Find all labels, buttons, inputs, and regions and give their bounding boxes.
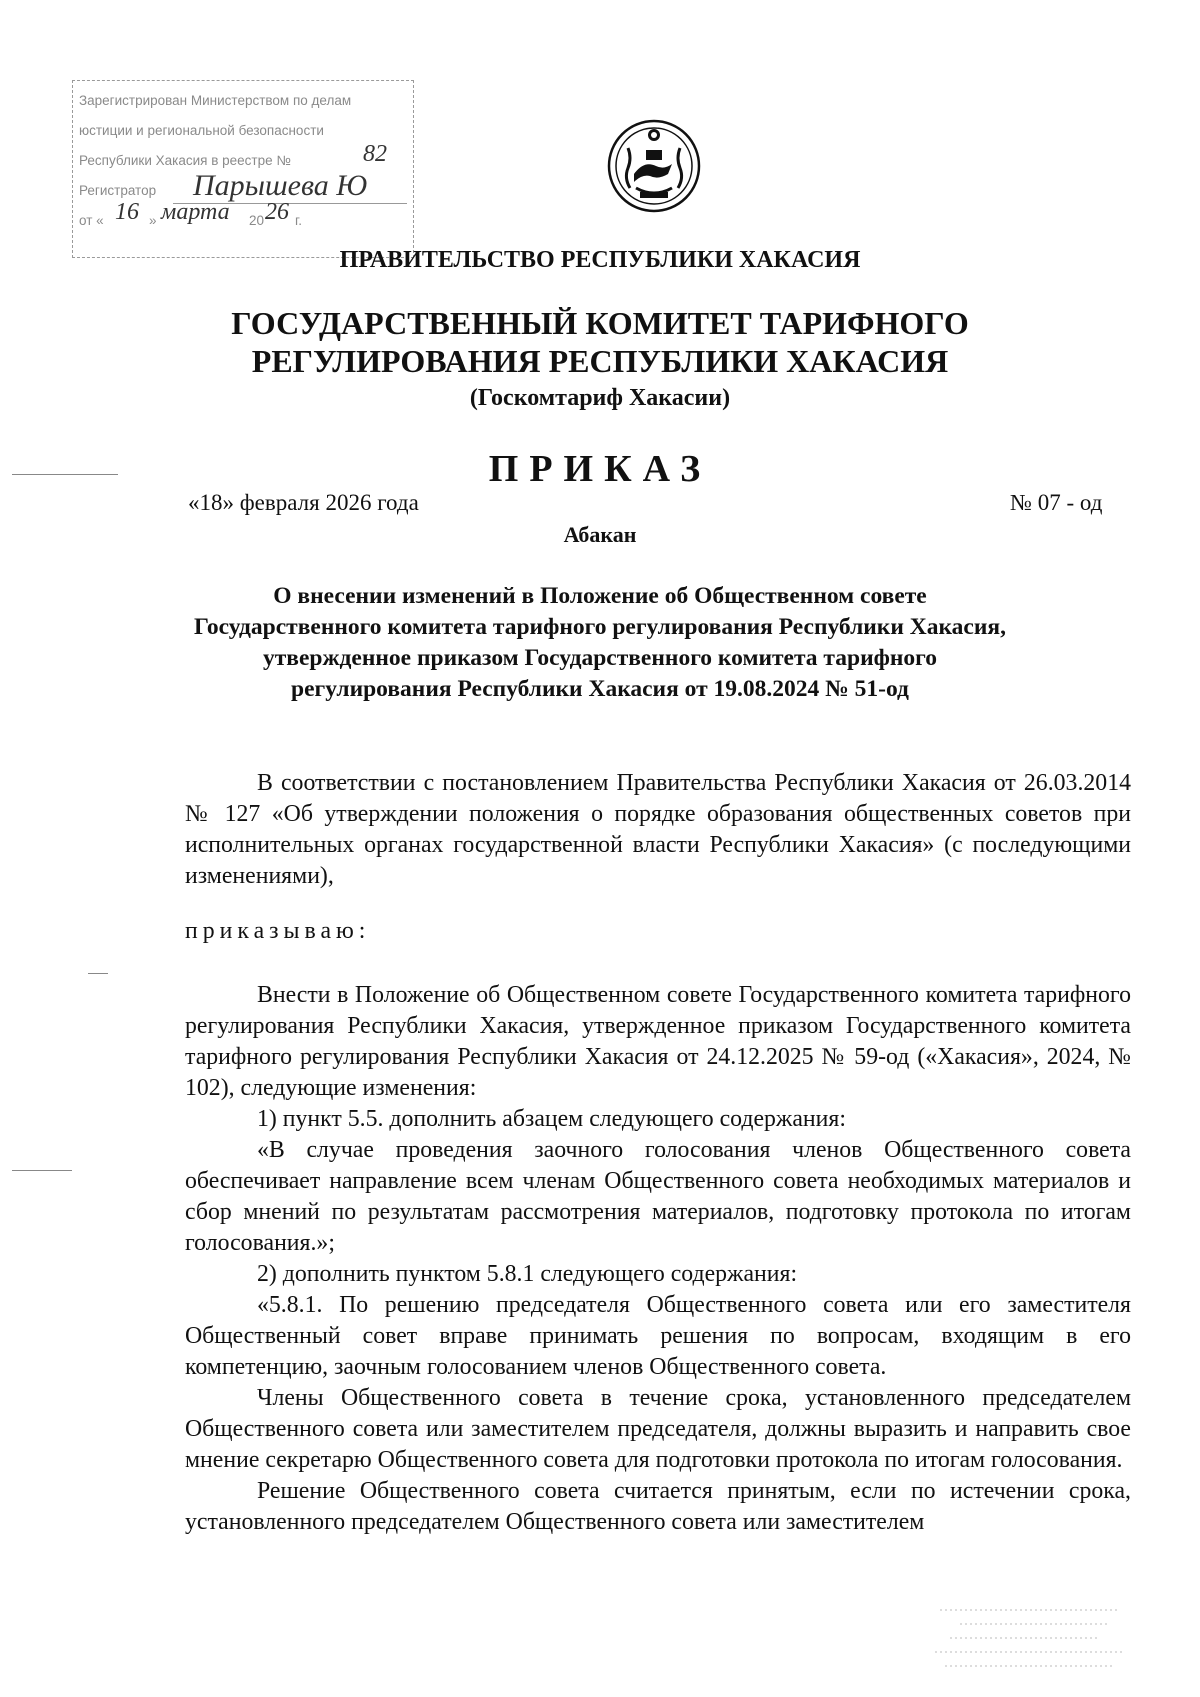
stamp-line-4: Регистратор — [79, 183, 157, 198]
preamble-paragraph: В соответствии с постановлением Правительства Республики Хакасия от 26.03.2014 № 127 «Об утверждении положения о порядке образования общественных советов при исполнительных органах государственной власти Республики Хакасия» (с последующими изменениями), — [185, 770, 1131, 889]
subject-line-4: регулирования Республики Хакасия от 19.08.2024 № 51-од — [291, 676, 909, 702]
stamp-date-suffix: г. — [295, 213, 303, 228]
coat-of-arms-icon — [606, 118, 702, 214]
committee-short-name: (Госкомтариф Хакасии) — [469, 385, 731, 411]
item-2-text-3: Решение Общественного совета считается принятым, если по истечении срока, установленного председателем Общественного совета или заместителем — [185, 1478, 1131, 1535]
scan-margin-mark — [12, 474, 118, 475]
subject-line-3: утвержденное приказом Государственного комитета тарифного — [262, 645, 937, 671]
scan-margin-mark — [88, 973, 108, 974]
order-number: № 07 - од — [1010, 490, 1103, 515]
stamp-date-month: марта — [161, 199, 230, 225]
committee-name-line-2: РЕГУЛИРОВАНИЯ РЕСПУБЛИКИ ХАКАСИЯ — [251, 343, 949, 379]
item-2-text-2: Члены Общественного совета в течение срока, установленного председателем Общественного совета или заместителем председателя, должны выразить и направить свое мнение секретарю Общественного совета для подготовки протокола по итогам голосования. — [185, 1385, 1131, 1473]
document-type-title: ПРИКАЗ — [488, 448, 712, 490]
item-1-text: «В случае проведения заочного голосования членов Общественного совета обеспечивает направление всем членам Общественного совета необходимых материалов и сбор мнений по результатам рассмотрения материалов, подготовку протокола по итогам голосования.»; — [185, 1137, 1131, 1256]
stamp-registry-number: 82 — [363, 141, 387, 167]
subject-line-2: Государственного комитета тарифного регулирования Республики Хакасия, — [194, 614, 1006, 640]
stamp-date-quote: » — [149, 213, 157, 228]
registration-stamp — [72, 80, 414, 258]
subject-line-1: О внесении изменений в Положение об Общественном совете — [273, 583, 927, 609]
stamp-line-1: Зарегистрирован Министерством по делам — [79, 93, 352, 108]
city-name: Абакан — [563, 522, 637, 547]
scan-margin-mark — [12, 1170, 72, 1171]
government-name: ПРАВИТЕЛЬСТВО РЕСПУБЛИКИ ХАКАСИЯ — [339, 247, 861, 273]
stamp-date-year-prefix: 20 — [249, 213, 265, 228]
stamp-date-year: 26 — [265, 199, 289, 225]
stamp-line-3: Республики Хакасия в реестре № — [79, 153, 291, 168]
item-2-text: «5.8.1. По решению председателя Общественного совета или его заместителя Общественный совет вправе принимать решения по вопросам, входящим в его компетенцию, заочным голосованием членов Общественного совета. — [185, 1292, 1131, 1380]
order-word: приказываю: — [185, 918, 371, 944]
stamp-date-day: 16 — [115, 199, 139, 225]
item-2-heading: 2) дополнить пунктом 5.8.1 следующего содержания: — [257, 1261, 798, 1287]
intro-paragraph: Внести в Положение об Общественном совете Государственного комитета тарифного регулирования Республики Хакасия, утвержденное приказом Государственного комитета тарифного регулирования Республики Хакасия от 24.12.2025 № 59-од («Хакасия», 2024, № 102), следующие изменения: — [185, 982, 1131, 1101]
stamp-date-prefix: от « — [79, 213, 104, 228]
committee-name-line-1: ГОСУДАРСТВЕННЫЙ КОМИТЕТ ТАРИФНОГО — [231, 305, 969, 341]
order-body — [185, 980, 1131, 1538]
stamp-line-2: юстиции и региональной безопасности — [79, 123, 324, 138]
item-1-heading: 1) пункт 5.5. дополнить абзацем следующего содержания: — [257, 1106, 846, 1132]
stamp-registrar-signature: Парышева Ю — [193, 169, 368, 202]
order-date: «18» февраля 2026 года — [188, 490, 419, 515]
faded-corner-stamp-icon — [930, 1600, 1130, 1680]
